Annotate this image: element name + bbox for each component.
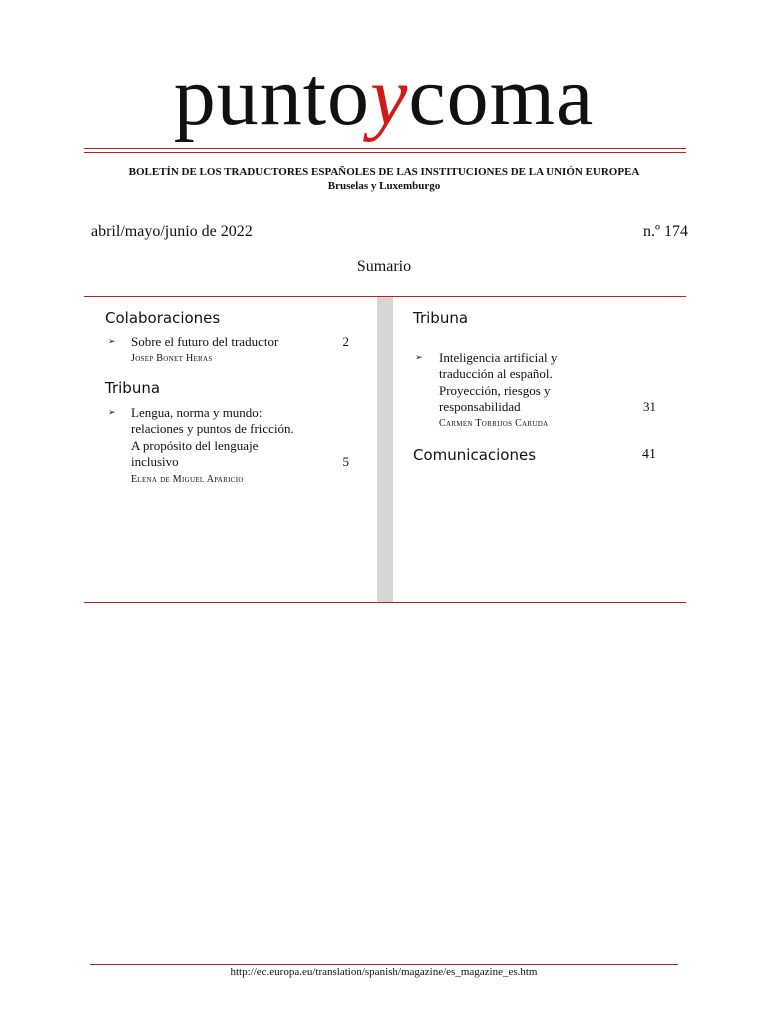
toc-page-number: 5 xyxy=(342,454,349,469)
header-rule-top xyxy=(84,148,686,149)
toc-page-number: 41 xyxy=(642,447,656,462)
toc-entry-inteligencia-line4[interactable]: responsabilidad xyxy=(439,399,521,414)
issue-number: n.º 174 xyxy=(643,223,688,240)
footer-url-link[interactable]: http://ec.europa.eu/translation/spanish/magazine/es_magazine_es.htm xyxy=(230,966,538,978)
footer-rule xyxy=(90,964,678,965)
toc-entry-inteligencia-line1[interactable]: Inteligencia artificial y xyxy=(439,350,558,365)
toc-author: Josep Bonet Heras xyxy=(131,353,213,364)
bullet-icon: ➢ xyxy=(415,353,423,363)
header-rule-bottom xyxy=(84,152,686,153)
masthead-logo: puntoycoma xyxy=(173,50,595,143)
toc-entry-lengua-norma-line3[interactable]: A propósito del lenguaje xyxy=(131,438,259,453)
bulletin-subtitle: BOLETÍN DE LOS TRADUCTORES ESPAÑOLES DE LAS INSTITUCIONES DE LA UNIÓN EUROPEA xyxy=(128,166,640,178)
bullet-icon: ➢ xyxy=(108,337,116,347)
toc-entry-lengua-norma-line1[interactable]: Lengua, norma y mundo: xyxy=(131,405,263,420)
toc-page-number: 31 xyxy=(643,399,656,414)
section-comunicaciones[interactable]: Comunicaciones xyxy=(413,446,537,464)
issue-date: abril/mayo/junio de 2022 xyxy=(91,223,253,240)
section-tribuna-right: Tribuna xyxy=(413,309,469,327)
toc-author: Elena de Miguel Aparicio xyxy=(131,474,244,485)
toc-entry-lengua-norma-line2[interactable]: relaciones y puntos de fricción. xyxy=(131,421,294,436)
toc-entry-lengua-norma-line4[interactable]: inclusivo xyxy=(131,454,179,469)
toc-entry-futuro-traductor[interactable]: Sobre el futuro del traductor xyxy=(131,334,279,349)
bulletin-location: Bruselas y Luxemburgo xyxy=(327,180,441,192)
toc-author: Carmen Torrijos Caruda xyxy=(439,418,549,429)
toc-entry-inteligencia-line3[interactable]: Proyección, riesgos y xyxy=(439,383,551,398)
toc-bottom-rule xyxy=(84,602,686,603)
section-colaboraciones: Colaboraciones xyxy=(105,309,221,327)
toc-column-divider xyxy=(377,297,393,602)
toc-entry-inteligencia-line2[interactable]: traducción al español. xyxy=(439,366,553,381)
section-tribuna-left: Tribuna xyxy=(105,379,161,397)
toc-page-number: 2 xyxy=(342,334,349,349)
bullet-icon: ➢ xyxy=(108,408,116,418)
sumario-title: Sumario xyxy=(356,258,412,275)
